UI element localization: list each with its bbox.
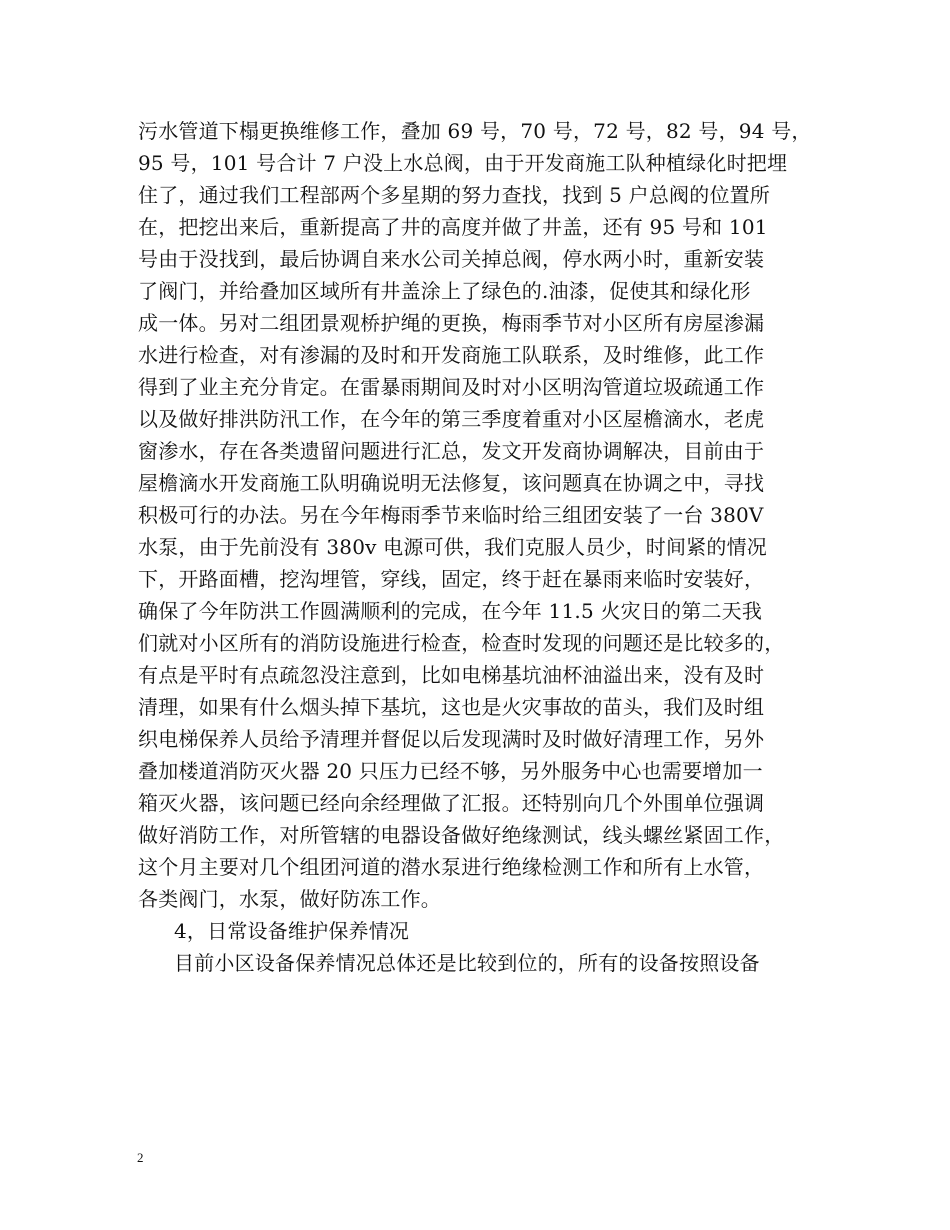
page-number: 2 — [137, 1150, 144, 1165]
paragraph-line: 窗渗水，存在各类遗留问题进行汇总，发文开发商协调解决，目前由于 — [138, 439, 765, 463]
paragraph-line: 95 号，101 号合计 7 户没上水总阀，由于开发商施工队种植绿化时把埋 — [138, 151, 788, 175]
paragraph-line: 叠加楼道消防灭火器 20 只压力已经不够，另外服务中心也需要增加一 — [138, 759, 763, 783]
paragraph-line: 们就对小区所有的消防设施进行检查，检查时发现的问题还是比较多的， — [138, 631, 785, 655]
section-paragraph-line: 目前小区设备保养情况总体还是比较到位的，所有的设备按照设备 — [174, 951, 760, 975]
section-heading: 4，日常设备维护保养情况 — [174, 919, 410, 943]
paragraph-line: 了阀门，并给叠加区域所有井盖涂上了绿色的.油漆，促使其和绿化形 — [138, 279, 751, 303]
paragraph-line: 号由于没找到，最后协调自来水公司关掉总阀，停水两小时，重新安装 — [138, 247, 765, 271]
paragraph-line: 以及做好排洪防汛工作，在今年的第三季度着重对小区屋檐滴水，老虎 — [138, 407, 765, 431]
paragraph-line: 下，开路面槽，挖沟埋管，穿线，固定，终于赶在暴雨来临时安装好， — [138, 567, 765, 591]
paragraph-line: 各类阀门，水泵，做好防冻工作。 — [138, 887, 441, 911]
paragraph-line: 水进行检查，对有渗漏的及时和开发商施工队联系，及时维修，此工作 — [138, 343, 765, 367]
paragraph-line: 这个月主要对几个组团河道的潜水泵进行绝缘检测工作和所有上水管， — [138, 855, 765, 879]
paragraph-line: 在，把挖出来后，重新提高了井的高度并做了井盖，还有 95 号和 101 — [138, 215, 768, 239]
paragraph-line: 积极可行的办法。另在今年梅雨季节来临时给三组团安装了一台 380V — [138, 503, 764, 527]
paragraph-line: 得到了业主充分肯定。在雷暴雨期间及时对小区明沟管道垃圾疏通工作 — [138, 375, 765, 399]
paragraph-line: 成一体。另对二组团景观桥护绳的更换，梅雨季节对小区所有房屋渗漏 — [138, 311, 765, 335]
paragraph-line: 有点是平时有点疏忽没注意到，比如电梯基坑油杯油溢出来，没有及时 — [138, 663, 765, 687]
paragraph-line: 织电梯保养人员给予清理并督促以后发现满时及时做好清理工作，另外 — [138, 727, 765, 751]
paragraph-line: 污水管道下榻更换维修工作，叠加 69 号，70 号，72 号，82 号，94 号， — [138, 119, 812, 143]
paragraph-line: 箱灭火器，该问题已经向余经理做了汇报。还特别向几个外围单位强调 — [138, 791, 765, 815]
paragraph-line: 做好消防工作，对所管辖的电器设备做好绝缘测试，线头螺丝紧固工作， — [138, 823, 785, 847]
body-text — [138, 115, 838, 979]
paragraph-line: 清理，如果有什么烟头掉下基坑，这也是火灾事故的苗头，我们及时组 — [138, 695, 765, 719]
paragraph-line: 住了，通过我们工程部两个多星期的努力查找，找到 5 户总阀的位置所 — [138, 183, 771, 207]
paragraph-line: 确保了今年防洪工作圆满顺利的完成，在今年 11.5 火灾日的第二天我 — [138, 599, 763, 623]
paragraph-line: 屋檐滴水开发商施工队明确说明无法修复，该问题真在协调之中，寻找 — [138, 471, 765, 495]
paragraph-line: 水泵，由于先前没有 380v 电源可供，我们克服人员少，时间紧的情况 — [138, 535, 767, 559]
